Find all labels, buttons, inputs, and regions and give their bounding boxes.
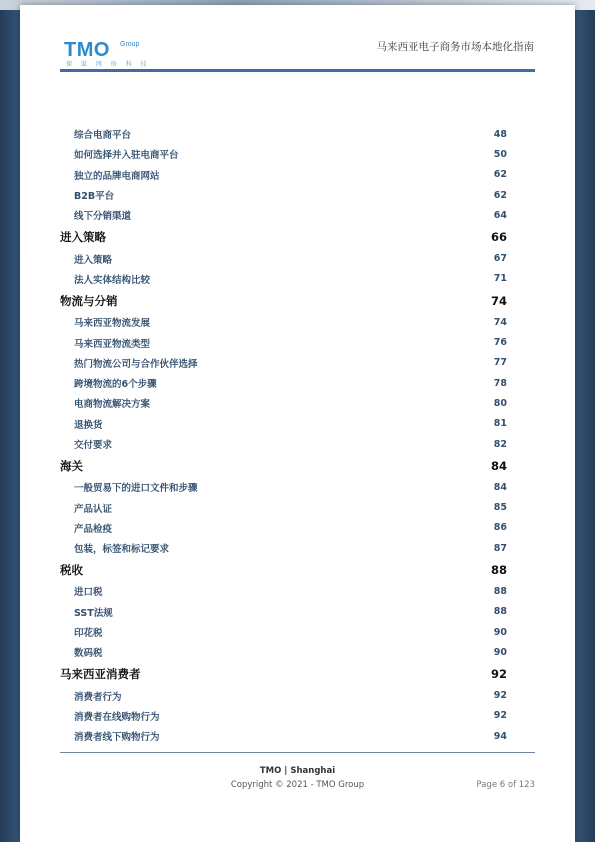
- footer-copyright: Copyright © 2021 - TMO Group: [230, 780, 365, 790]
- toc-entry-page: 86: [493, 522, 507, 534]
- toc-entry-label: 跨境物流的6个步骤: [74, 379, 157, 391]
- toc-entry-page: 82: [493, 438, 507, 450]
- toc-entry-label: 如何选择并入驻电商平台: [74, 150, 179, 162]
- toc-entry[interactable]: [60, 686, 507, 706]
- toc-entry-page: 76: [493, 337, 507, 349]
- toc-entry-page: 84: [490, 458, 507, 473]
- toc-entry-label: 综合电商平台: [74, 130, 132, 142]
- toc-entry[interactable]: [60, 373, 507, 393]
- toc-entry-label: 独立的品牌电商网站: [74, 170, 160, 182]
- toc-entry-label: 产品检疫: [74, 523, 113, 535]
- toc-entry-page: 90: [493, 626, 507, 638]
- document-page: [20, 5, 575, 842]
- toc-entry[interactable]: [60, 248, 507, 268]
- toc-entry[interactable]: [60, 144, 507, 164]
- toc-entry-label: 线下分销渠道: [74, 211, 132, 223]
- table-of-contents: [60, 124, 507, 746]
- toc-entry[interactable]: [60, 205, 507, 225]
- toc-entry-label: 消费者线下购物行为: [74, 732, 160, 744]
- toc-entry[interactable]: [60, 642, 507, 662]
- toc-entry-label: 电商物流解决方案: [74, 399, 151, 411]
- toc-entry-page: 88: [493, 585, 507, 597]
- toc-entry-page: 62: [493, 189, 507, 201]
- toc-entry[interactable]: [60, 185, 507, 205]
- toc-entry-page: 94: [493, 730, 507, 742]
- logo-text: TMO: [64, 39, 110, 61]
- toc-entry[interactable]: [60, 393, 507, 413]
- toc-entry-page: 92: [493, 710, 507, 722]
- viewer-right-frame: [575, 0, 595, 842]
- toc-entry-page: 92: [493, 690, 507, 702]
- page-indicator: Page 6 of 123: [476, 780, 535, 790]
- toc-entry[interactable]: [60, 602, 507, 622]
- toc-entry-label: 消费者行为: [74, 691, 122, 703]
- toc-entry-label: 税收: [60, 562, 83, 577]
- toc-section-entry[interactable]: [60, 663, 507, 686]
- toc-entry-label: 热门物流公司与合作伙伴选择: [74, 358, 198, 370]
- viewer-left-frame: [0, 0, 20, 842]
- toc-section-entry[interactable]: [60, 454, 507, 477]
- toc-entry-page: 62: [493, 169, 507, 181]
- toc-entry[interactable]: [60, 353, 507, 373]
- toc-entry-label: 消费者在线购物行为: [74, 711, 160, 723]
- toc-entry-label: 进入策略: [74, 254, 113, 266]
- toc-entry[interactable]: [60, 312, 507, 332]
- toc-entry[interactable]: [60, 726, 507, 746]
- toc-entry-page: 74: [493, 316, 507, 328]
- document-title: 马来西亚电子商务市场本地化指南: [376, 41, 534, 53]
- toc-entry-page: 80: [493, 397, 507, 409]
- toc-entry-page: 88: [490, 562, 507, 577]
- toc-entry[interactable]: [60, 414, 507, 434]
- toc-entry[interactable]: [60, 581, 507, 601]
- toc-entry-page: 77: [493, 357, 507, 369]
- toc-entry[interactable]: [60, 622, 507, 642]
- toc-entry[interactable]: [60, 706, 507, 726]
- toc-entry-label: 进入策略: [60, 229, 106, 244]
- toc-entry-label: B2B平台: [74, 191, 115, 203]
- toc-entry[interactable]: [60, 434, 507, 454]
- toc-entry[interactable]: [60, 165, 507, 185]
- toc-entry-label: SST法规: [74, 607, 113, 619]
- toc-entry-label: 进口税: [74, 587, 103, 599]
- tmo-logo: [64, 39, 159, 69]
- toc-entry-label: 产品认证: [74, 503, 113, 515]
- toc-section-entry[interactable]: [60, 225, 507, 248]
- toc-entry[interactable]: [60, 497, 507, 517]
- header-divider: [60, 69, 535, 72]
- toc-entry-page: 64: [493, 209, 507, 221]
- toc-entry[interactable]: [60, 518, 507, 538]
- toc-entry[interactable]: [60, 124, 507, 144]
- toc-entry-page: 74: [490, 293, 507, 308]
- toc-entry[interactable]: [60, 332, 507, 352]
- toc-entry-label: 马来西亚消费者: [60, 667, 141, 682]
- toc-entry-page: 48: [493, 128, 507, 140]
- toc-entry-page: 88: [493, 606, 507, 618]
- toc-entry-page: 71: [493, 273, 507, 285]
- toc-entry-label: 马来西亚物流类型: [74, 338, 151, 350]
- toc-entry[interactable]: [60, 538, 507, 558]
- toc-entry-label: 包装，标签和标记要求: [74, 544, 170, 556]
- toc-entry-label: 退换货: [74, 419, 103, 431]
- toc-entry-label: 数码税: [74, 648, 103, 660]
- toc-entry-page: 81: [493, 418, 507, 430]
- toc-entry[interactable]: [60, 477, 507, 497]
- toc-entry-label: 一般贸易下的进口文件和步骤: [74, 483, 198, 495]
- toc-entry-label: 法人实体结构比较: [74, 274, 151, 286]
- toc-entry-page: 66: [490, 229, 507, 244]
- logo-sub: Group: [120, 41, 140, 48]
- toc-entry-label: 海关: [60, 458, 83, 473]
- toc-section-entry[interactable]: [60, 289, 507, 312]
- toc-entry[interactable]: [60, 269, 507, 289]
- toc-entry-page: 90: [493, 646, 507, 658]
- toc-entry-label: 物流与分销: [60, 293, 118, 308]
- footer-company: TMO | Shanghai: [259, 766, 336, 776]
- toc-entry-page: 50: [493, 148, 507, 160]
- toc-entry-page: 84: [493, 481, 507, 493]
- toc-entry-label: 印花税: [74, 628, 103, 640]
- toc-entry-page: 78: [493, 377, 507, 389]
- toc-section-entry[interactable]: [60, 558, 507, 581]
- toc-entry-label: 马来西亚物流发展: [74, 318, 151, 330]
- toc-entry-label: 交付要求: [74, 440, 113, 451]
- footer-divider: [60, 752, 535, 753]
- toc-entry-page: 92: [490, 667, 507, 682]
- logo-tagline: 探 谋 网 络 科 技: [66, 61, 151, 68]
- toc-entry-page: 67: [493, 253, 507, 265]
- toc-entry-page: 85: [493, 502, 507, 514]
- toc-entry-page: 87: [493, 542, 507, 554]
